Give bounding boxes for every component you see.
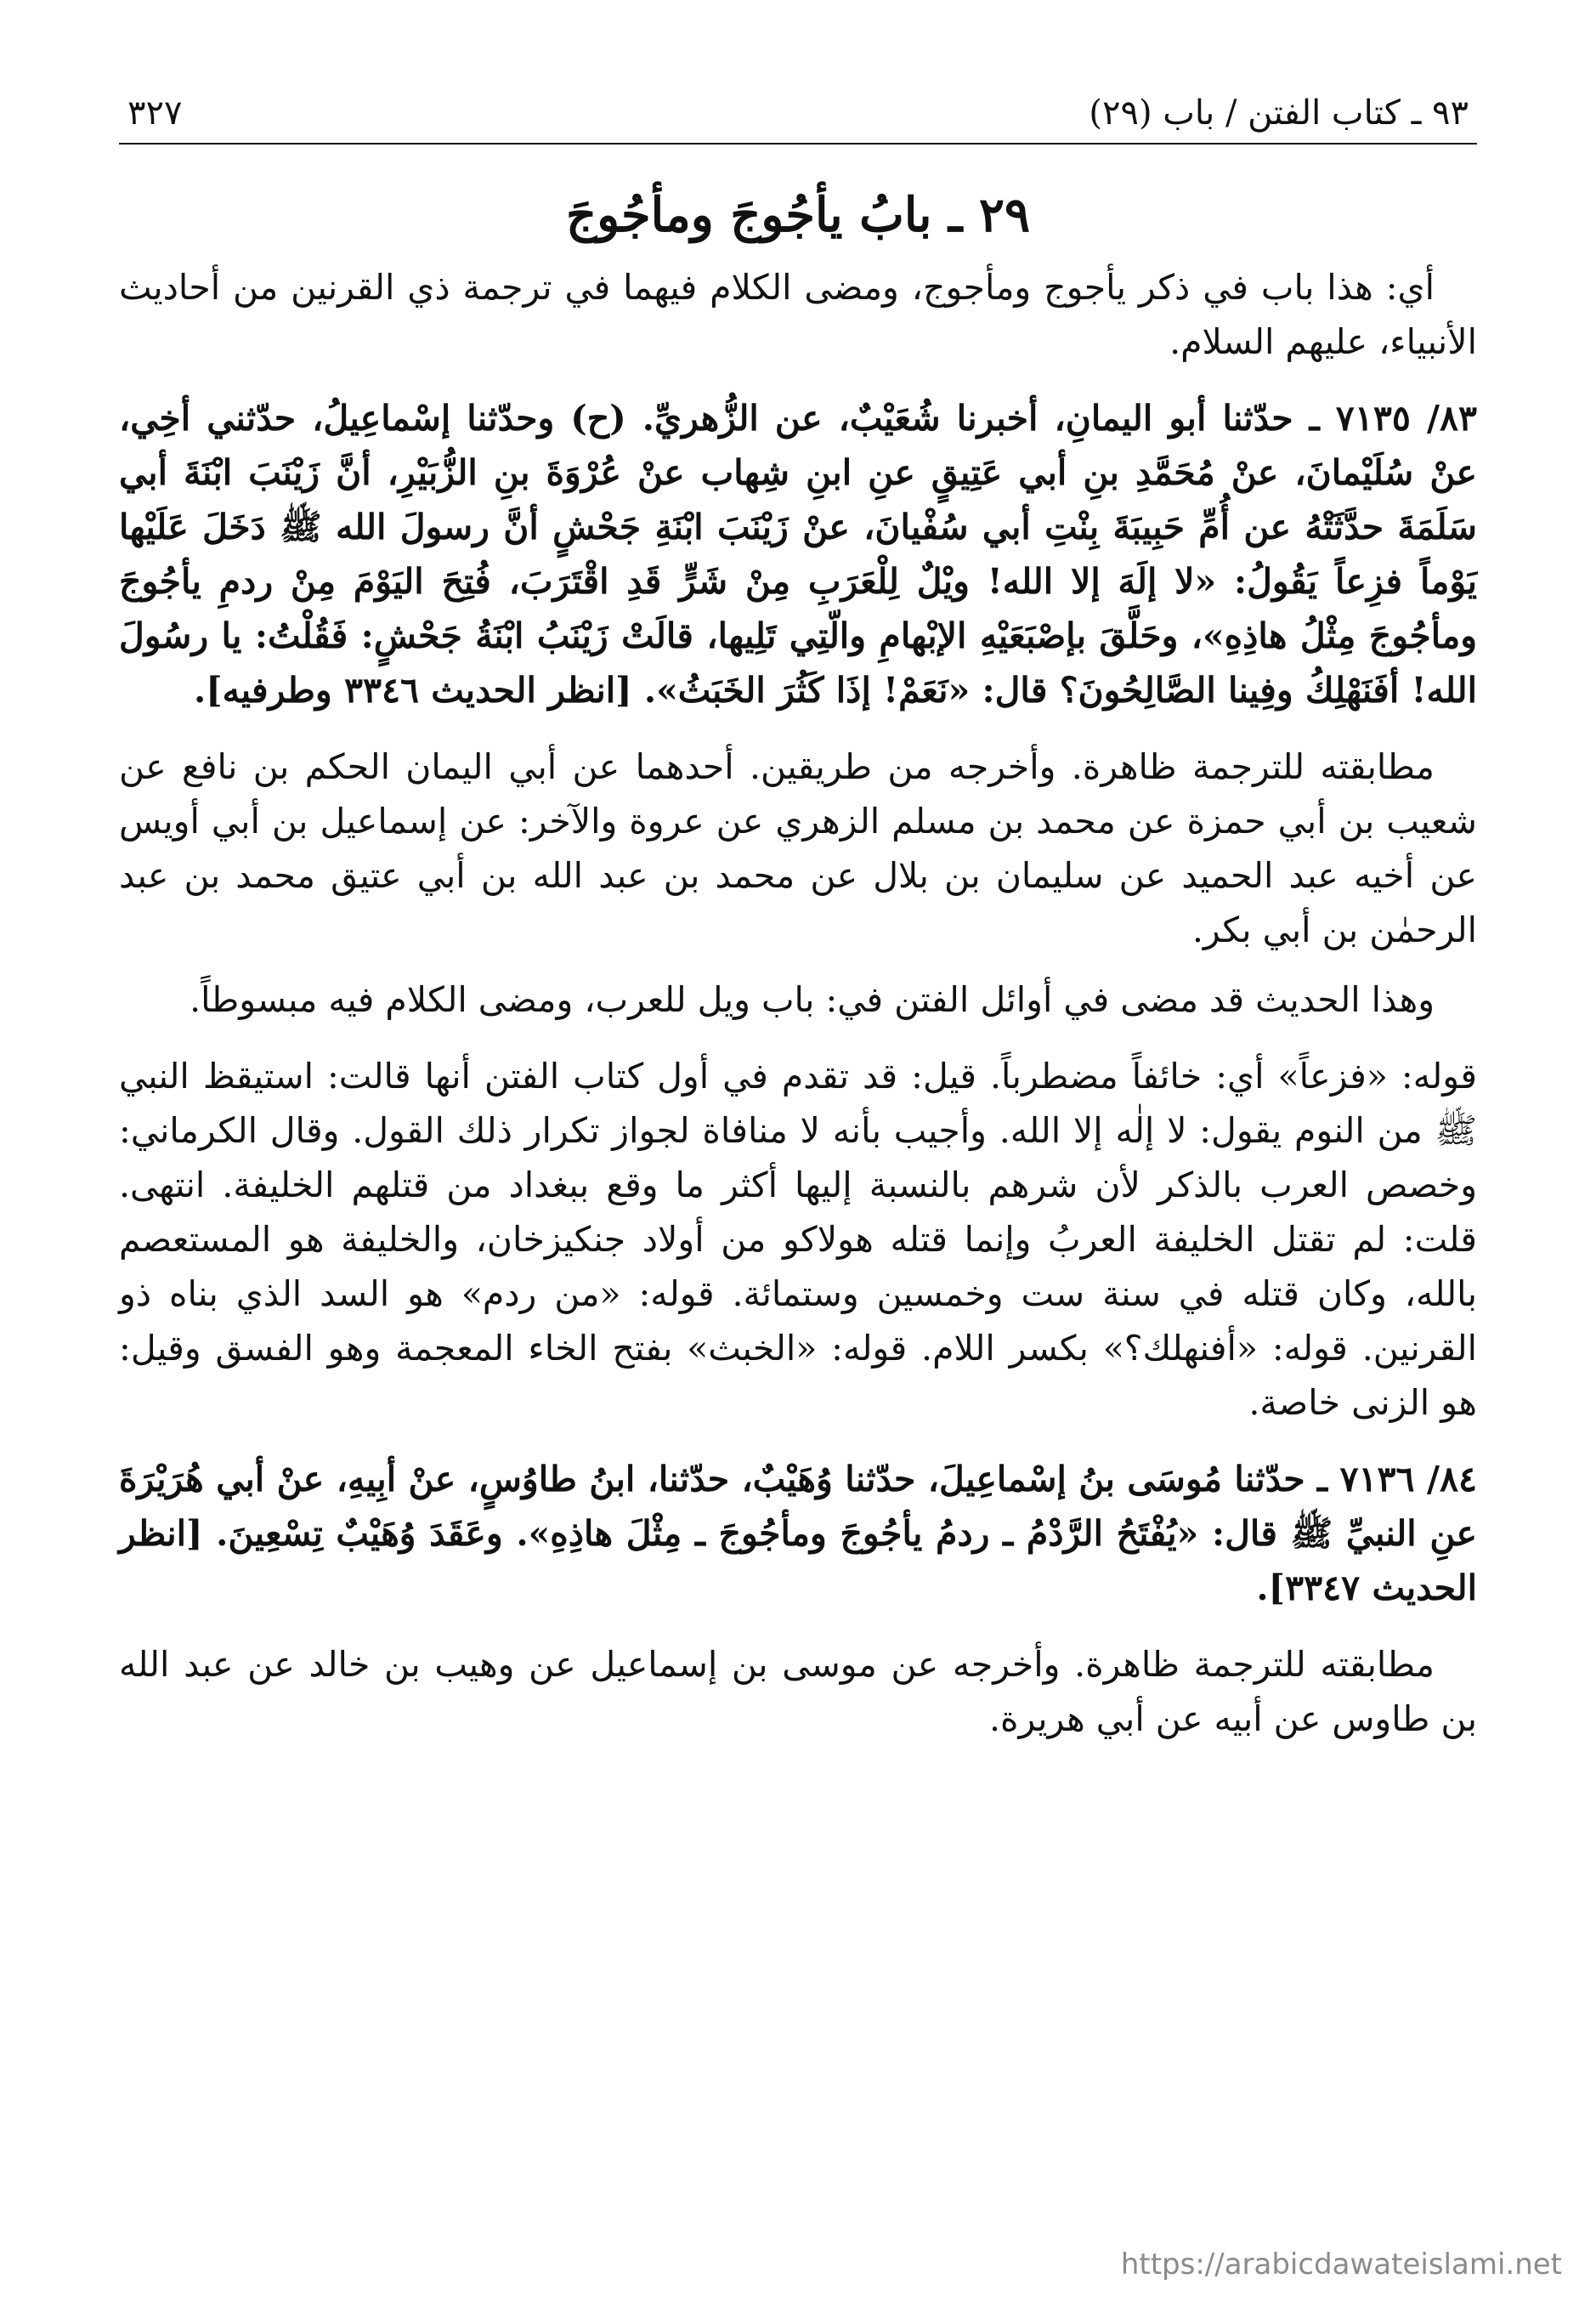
page-number: ٣٢٧ (127, 94, 183, 133)
chapter-title: ٢٩ ـ بابُ يأجُوجَ ومأجُوجَ (565, 187, 1031, 243)
commentary-previous: وهذا الحديث قد مضى في أوائل الفتن في: باب ويل للعرب، ومضى الكلام فيه مبسوطاً. (190, 979, 1435, 1020)
hadith-7135: ٨٣/ ٧١٣٥ ـ حدّثنا أبو اليمانِ، أخبرنا شُعَيْبٌ، عن الزُّهريِّ. (ح) وحدّثنا إسْماعِيلُ، حدّثني أخِي، عنْ سُلَيْمانَ، عنْ مُحَمَّدِ بنِ أبي عَتِيقٍ عنِ ابنِ شِهاب عنْ عُرْوَةَ بنِ الزُّبَيْرِ، أنَّ زَيْنَبَ ابْنَةَ أبي سَلَمَةَ حدَّثَتْهُ عن أُمِّ حَبِيبَةَ بِنْتِ أبي سُفْيانَ، عنْ زَيْنَبَ ابْنَةِ جَحْشٍ أنَّ رسولَ الله ﷺ دَخَلَ عَلَيْها يَوْماً فزِعاً يَقُولُ: «لا إلَهَ إلا الله! ويْلٌ لِلْعَرَبِ مِنْ شَرٍّ قَدِ اقْتَرَبَ، فُتِحَ اليَوْمَ مِنْ ردمِ يأجُوجَ ومأجُوجَ مِثْلُ هاذِهِ»، وحَلَّقَ بإصْبَعَيْهِ الإبْهامِ والّتِي تَلِيها، قالَتْ زَيْنَبُ ابْنَةُ جَحْشٍ: فَقُلْتُ: يا رسُولَ الله! أفَنَهْلِكُ وفِينا الصَّالِحُونَ؟ قال: «نَعَمْ! إذَا كَثُرَ الخَبَثُ». [انظر الحديث ٣٣٤٦ وطرفيه]. (119, 398, 1478, 711)
commentary-chains: مطابقته للترجمة ظاهرة. وأخرجه من طريقين. أحدهما عن أبي اليمان الحكم بن نافع عن شعيب بن أبي حمزة عن محمد بن مسلم الزهري عن عروة والآخر: عن إسماعيل بن أبي أويس عن أخيه عبد الحميد عن سليمان بن بلال عن محمد بن عبد الله بن أبي عتيق محمد بن عبد الرحمٰن بن أبي بكر. (119, 746, 1477, 950)
chapter-intro: أي: هذا باب في ذكر يأجوج ومأجوج، ومضى الكلام فيهما في ترجمة ذي القرنين من أحاديث الأنبياء، عليهم السلام. (119, 267, 1477, 362)
commentary-7136: مطابقته للترجمة ظاهرة. وأخرجه عن موسى بن إسماعيل عن وهيب بن خالد عن عبد الله بن طاوس عن أبيه عن أبي هريرة. (119, 1644, 1477, 1739)
commentary-explanation: قوله: «فزعاً» أي: خائفاً مضطرباً. قيل: قد تقدم في أول كتاب الفتن أنها قالت: استيقظ النبي ﷺ من النوم يقول: لا إلٰه إلا الله. وأجيب بأنه لا منافاة لجواز تكرار ذلك القول. وقال الكرماني: وخصص العرب بالذكر لأن شرهم بالنسبة إليها أكثر ما وقع ببغداد من قتلهم الخليفة. انتهى. قلت: لم تقتل الخليفة العربُ وإنما قتله هولاكو من أولاد جنكيزخان، والخليفة هو المستعصم بالله، وكان قتله في سنة ست وخمسين وستمائة. قوله: «من ردم» هو السد الذي بناه ذو القرنين. قوله: «أفنهلك؟» بكسر اللام. قوله: «الخبث» بفتح الخاء المعجمة وهو الفسق وقيل: هو الزنى خاصة. (119, 1056, 1477, 1423)
running-title: ٩٣ ـ كتاب الفتن / باب (٢٩) (1089, 94, 1469, 133)
site-watermark: https://arabicdawateislami.net (1120, 2247, 1562, 2281)
hadith-7136: ٨٤/ ٧١٣٦ ـ حدّثنا مُوسَى بنُ إسْماعِيلَ، حدّثنا وُهَيْبٌ، حدّثنا، ابنُ طاوُسٍ، عنْ أبِيهِ، عنْ أبي هُرَيْرَةَ عنِ النبيِّ ﷺ قال: «يُفْتَحُ الرَّدْمُ ـ ردمُ يأجُوجَ ومأجُوجَ ـ مِثْلَ هاذِهِ». وعَقَدَ وُهَيْبٌ تِسْعِينَ. [انظر الحديث ٣٣٤٧]. (119, 1459, 1477, 1608)
page-header (119, 94, 1477, 145)
